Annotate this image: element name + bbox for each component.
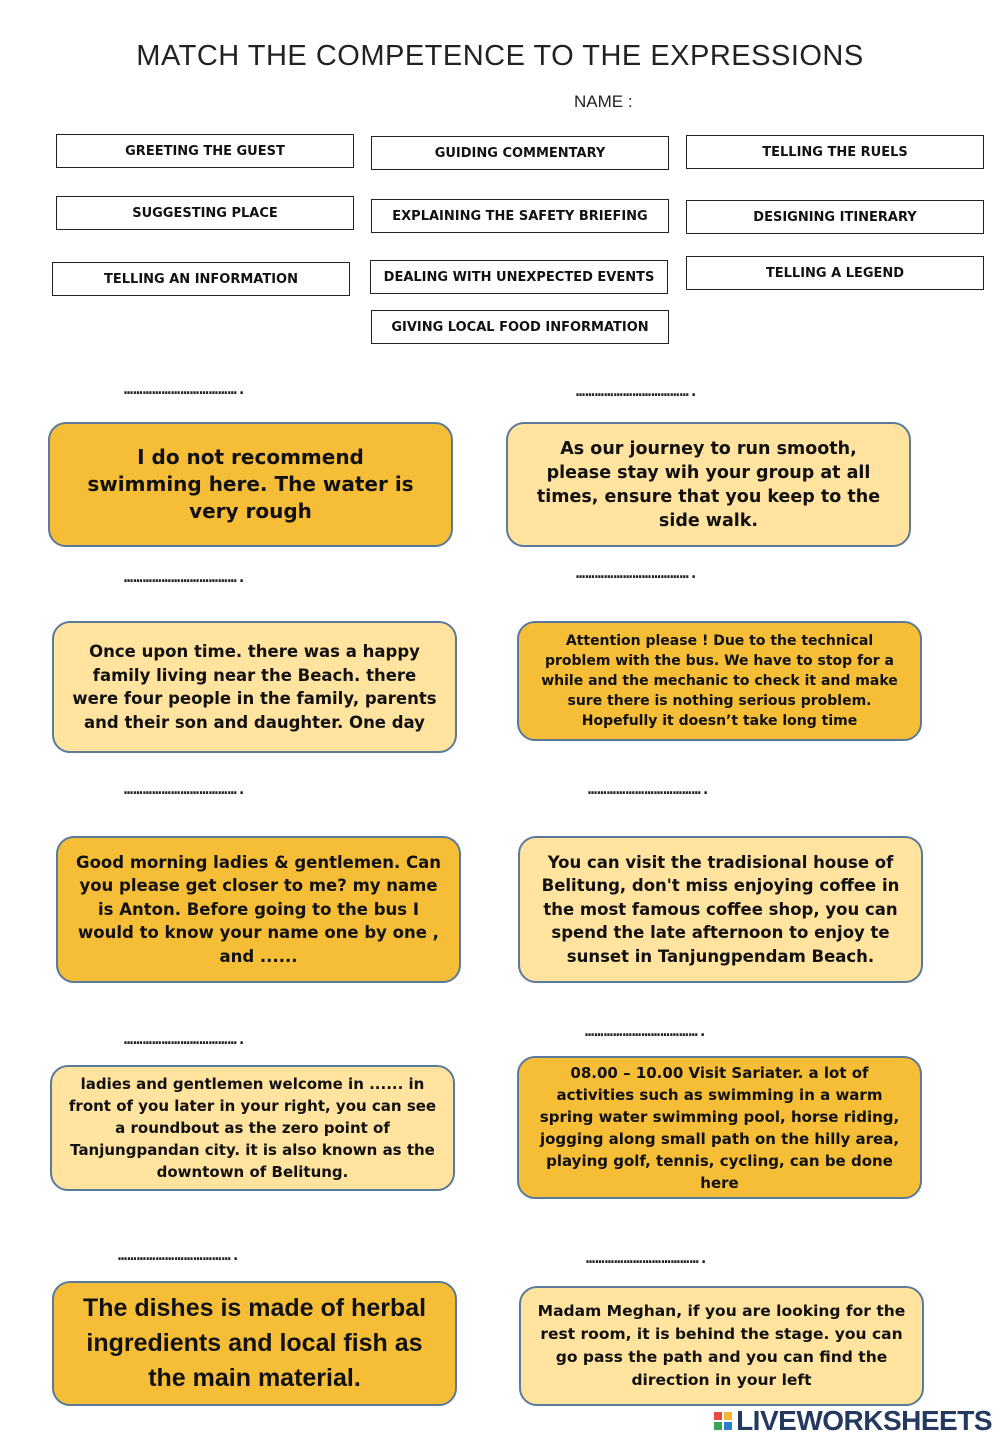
expression-text: Madam Meghan, if you are looking for the rest room, it is behind the stage. you can go pass the path and you can find the direction in your left <box>537 1302 906 1389</box>
option-box[interactable]: TELLING AN INFORMATION <box>52 262 350 296</box>
answer-blank[interactable]: ………………………………. <box>586 1249 709 1267</box>
option-box[interactable]: DEALING WITH UNEXPECTED EVENTS <box>370 260 668 294</box>
answer-blank[interactable]: ………………………………. <box>576 382 699 400</box>
option-box[interactable]: SUGGESTING PLACE <box>56 196 354 230</box>
option-box[interactable]: GREETING THE GUEST <box>56 134 354 168</box>
option-box[interactable]: GIVING LOCAL FOOD INFORMATION <box>371 310 669 344</box>
answer-blank[interactable]: ………………………………. <box>588 780 711 798</box>
name-label: NAME : <box>574 92 633 111</box>
expression-text: ladies and gentlemen welcome in ...... in front of you later in your right, you can see a roundbout as the zero point of Tanjungpandan city. it is also known as the downtown of Belitung. <box>68 1075 437 1181</box>
expression-text: Good morning ladies & gentlemen. Can you please get closer to me? my name is Anton. Before going to the bus I would to know your name one by one , and ...... <box>76 852 441 966</box>
option-box[interactable]: EXPLAINING THE SAFETY BRIEFING <box>371 199 669 233</box>
expression-card <box>517 1056 922 1199</box>
expression-text: Attention please ! Due to the technical problem with the bus. We have to stop for a while and the mechanic to check it and make sure there is nothing serious problem. Hopefully it doesn’t take long time <box>541 633 898 729</box>
answer-blank[interactable]: ………………………………. <box>124 380 247 398</box>
expression-card <box>56 836 461 983</box>
expression-text: The dishes is made of herbal ingredients and local fish as the main material. <box>82 1294 427 1392</box>
expression-text: You can visit the tradisional house of Belitung, don't miss enjoying coffee in the most famous coffee shop, you can spend the late afternoon to enjoy te sunset in Tanjungpendam Beach. <box>541 852 900 966</box>
answer-blank[interactable]: ………………………………. <box>124 780 247 798</box>
expression-card <box>518 836 923 983</box>
answer-blank[interactable]: ………………………………. <box>576 564 699 582</box>
option-box[interactable]: GUIDING COMMENTARY <box>371 136 669 170</box>
expression-text: 08.00 – 10.00 Visit Sariater. a lot of activities such as swimming in a warm spring water swimming pool, horse riding, jogging along small path on the hilly area, playing golf, tennis, cycling, can be done here <box>539 1063 900 1192</box>
logo-text: LIVEWORKSHEETS <box>736 1405 992 1436</box>
expression-card <box>517 621 922 741</box>
expression-card <box>519 1286 924 1406</box>
expression-card <box>52 1281 457 1406</box>
answer-blank[interactable]: ………………………………. <box>124 568 247 586</box>
worksheet-title: MATCH THE COMPETENCE TO THE EXPRESSIONS <box>136 40 864 72</box>
answer-blank[interactable]: ………………………………. <box>118 1246 241 1264</box>
option-box[interactable]: TELLING THE RUELS <box>686 135 984 169</box>
answer-blank[interactable]: ………………………………. <box>585 1022 708 1040</box>
option-box[interactable]: TELLING A LEGEND <box>686 256 984 290</box>
option-box[interactable]: DESIGNING ITINERARY <box>686 200 984 234</box>
expression-card <box>506 422 911 547</box>
expression-text: As our journey to run smooth, please stay wih your group at all times, ensure that you keep to the side walk. <box>536 438 881 531</box>
expression-text: Once upon time. there was a happy family living near the Beach. there were four people in the family, parents and their son and daughter. One day <box>72 642 437 732</box>
answer-blank[interactable]: ………………………………. <box>124 1030 247 1048</box>
liveworksheets-logo <box>714 1405 992 1437</box>
logo-mark-icon <box>714 1412 732 1430</box>
expression-card <box>52 621 457 753</box>
expression-text: I do not recommend swimming here. The water is very rough <box>87 445 414 523</box>
expression-card <box>48 422 453 547</box>
expression-card <box>50 1065 455 1191</box>
